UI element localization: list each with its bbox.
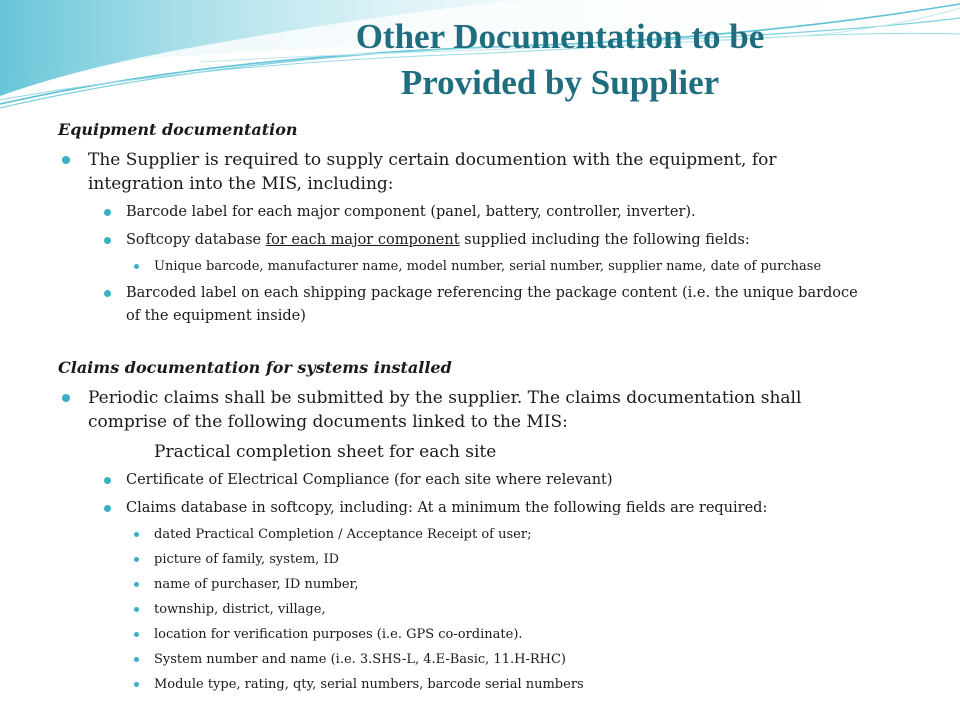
bullet-icon [134,632,139,637]
bullet-icon [134,264,139,269]
title-line-2: Provided by Supplier [400,63,720,102]
claims-field: township, district, village, [154,602,326,617]
softcopy-underlined: for each major component [265,232,460,248]
barcode-label-item: Barcode label for each major component (panel, battery, controller, inverter). [126,204,696,220]
list-item [58,440,858,464]
bullet-icon [134,532,139,537]
claims-list [58,386,858,695]
claims-field: location for verification purposes (i.e. GPS co-ordinate). [154,627,523,642]
claims-heading: Claims documentation for systems installed [58,358,452,377]
list-item [58,497,858,520]
list-item [58,282,858,328]
bullet-icon [134,582,139,587]
softcopy-prefix: Softcopy database [126,232,266,248]
list-item [58,469,858,492]
claims-field: name of purchaser, ID number, [154,577,359,592]
bullet-icon [104,237,111,244]
certificate-item: Certificate of Electrical Compliance (for each site where relevant) [126,472,613,488]
claims-field: System number and name (i.e. 3.SHS-L, 4.E-Basic, 11.H-RHC) [154,652,566,667]
equipment-heading: Equipment documentation [58,120,298,139]
list-item [58,675,858,695]
list-item [58,148,858,196]
softcopy-suffix: supplied including the following fields: [459,232,750,248]
bullet-icon [104,290,111,297]
list-item [58,650,858,670]
bullet-icon [134,682,139,687]
slide-body [58,118,858,695]
claims-field: dated Practical Completion / Acceptance Receipt of user; [154,527,532,542]
equipment-fields: Unique barcode, manufacturer name, model number, serial number, supplier name, date of purchase [154,259,822,274]
list-item [58,575,858,595]
bullet-icon [62,394,70,402]
list-item [58,550,858,570]
bullet-icon [62,156,70,164]
practical-sheet-item: Practical completion sheet for each site [154,442,497,462]
list-item [58,525,858,545]
claims-database-item: Claims database in softcopy, including: At a minimum the following fields are required: [126,500,768,516]
bullet-icon [104,505,111,512]
bullet-icon [134,557,139,562]
bullet-icon [104,209,111,216]
equipment-list [58,148,858,328]
claims-field: picture of family, system, ID [154,552,340,567]
list-item [58,386,858,434]
list-item [58,625,858,645]
shipping-label-item: Barcoded label on each shipping package referencing the package content (i.e. the unique bardoce of the equipment inside) [126,285,858,324]
title-line-1: Other Documentation to be [355,17,765,56]
equipment-intro: The Supplier is required to supply certain documention with the equipment, for integration into the MIS, including: [88,150,777,194]
list-item [58,600,858,620]
claims-intro: Periodic claims shall be submitted by the supplier. The claims documentation shall comprise of the following documents linked to the MIS: [88,388,802,432]
slide-title [300,14,820,106]
claims-field: Module type, rating, qty, serial numbers, barcode serial numbers [154,677,584,692]
list-item [58,229,858,252]
list-item [58,257,858,277]
list-item [58,201,858,224]
bullet-icon [134,657,139,662]
bullet-icon [134,607,139,612]
bullet-icon [104,477,111,484]
